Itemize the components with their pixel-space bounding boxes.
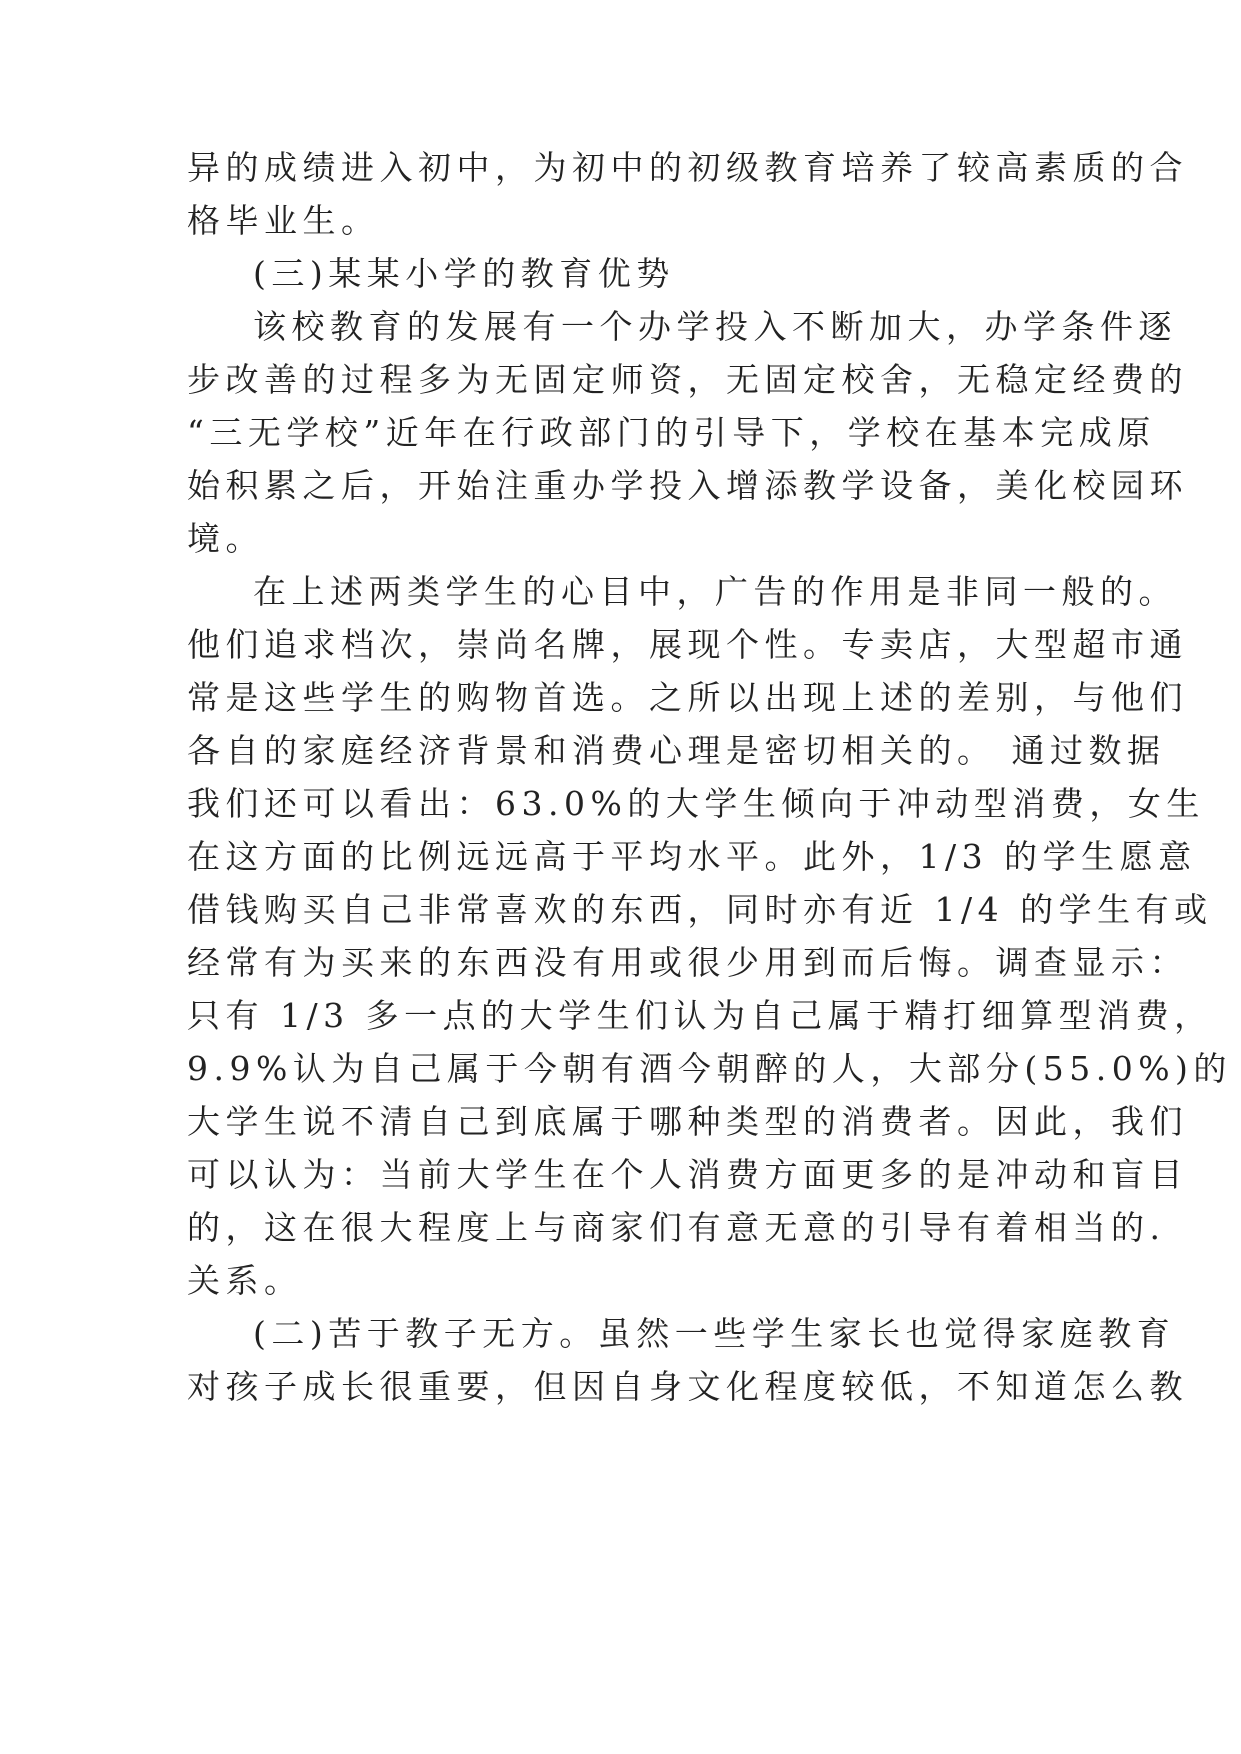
text-line: 9.9%认为自己属于今朝有酒今朝醉的人，大部分(55.0%)的 (187, 1049, 1232, 1088)
text-line: 的，这在很大程度上与商家们有意无意的引导有着相当的. (187, 1208, 1166, 1247)
text-line: 借钱购买自己非常喜欢的东西，同时亦有近 1/4 的学生有或 (187, 890, 1213, 929)
text-line: 大学生说不清自己到底属于哪种类型的消费者。因此，我们 (187, 1102, 1188, 1141)
text-line: 在上述两类学生的心目中，广告的作用是非同一般的。 (253, 572, 1177, 611)
text-line: 始积累之后，开始注重办学投入增添教学设备，美化校园环 (187, 466, 1188, 505)
text-line: 境。 (187, 519, 264, 558)
text-line: (二)苦于教子无方。虽然一些学生家长也觉得家庭教育 (253, 1314, 1176, 1353)
text-line: 我们还可以看出：63.0%的大学生倾向于冲动型消费，女生 (187, 784, 1205, 823)
text-line: 在这方面的比例远远高于平均水平。此外，1/3 的学生愿意 (187, 837, 1197, 876)
text-line: “三无学校”近年在行政部门的引导下，学校在基本完成原 (187, 413, 1156, 452)
text-line: 可以认为：当前大学生在个人消费方面更多的是冲动和盲目 (187, 1155, 1188, 1194)
text-line: 经常有为买来的东西没有用或很少用到而后悔。调查显示： (187, 943, 1188, 982)
text-line: 关系。 (187, 1261, 303, 1300)
text-line: 各自的家庭经济背景和消费心理是密切相关的。 通过数据 (187, 731, 1166, 770)
text-line: 格毕业生。 (187, 201, 380, 240)
text-line: 常是这些学生的购物首选。之所以出现上述的差别，与他们 (187, 678, 1188, 717)
text-line: 对孩子成长很重要，但因自身文化程度较低，不知道怎么教 (187, 1367, 1188, 1406)
text-line: 步改善的过程多为无固定师资，无固定校舍，无稳定经费的 (187, 360, 1188, 399)
text-line: 只有 1/3 多一点的大学生们认为自己属于精打细算型消费， (187, 996, 1213, 1035)
text-line: 该校教育的发展有一个办学投入不断加大，办学条件逐 (253, 307, 1177, 346)
text-line: 他们追求档次，崇尚名牌，展现个性。专卖店，大型超市通 (187, 625, 1188, 664)
text-line: 异的成绩进入初中，为初中的初级教育培养了较高素质的合 (187, 148, 1188, 187)
section-heading: (三)某某小学的教育优势 (253, 254, 675, 293)
